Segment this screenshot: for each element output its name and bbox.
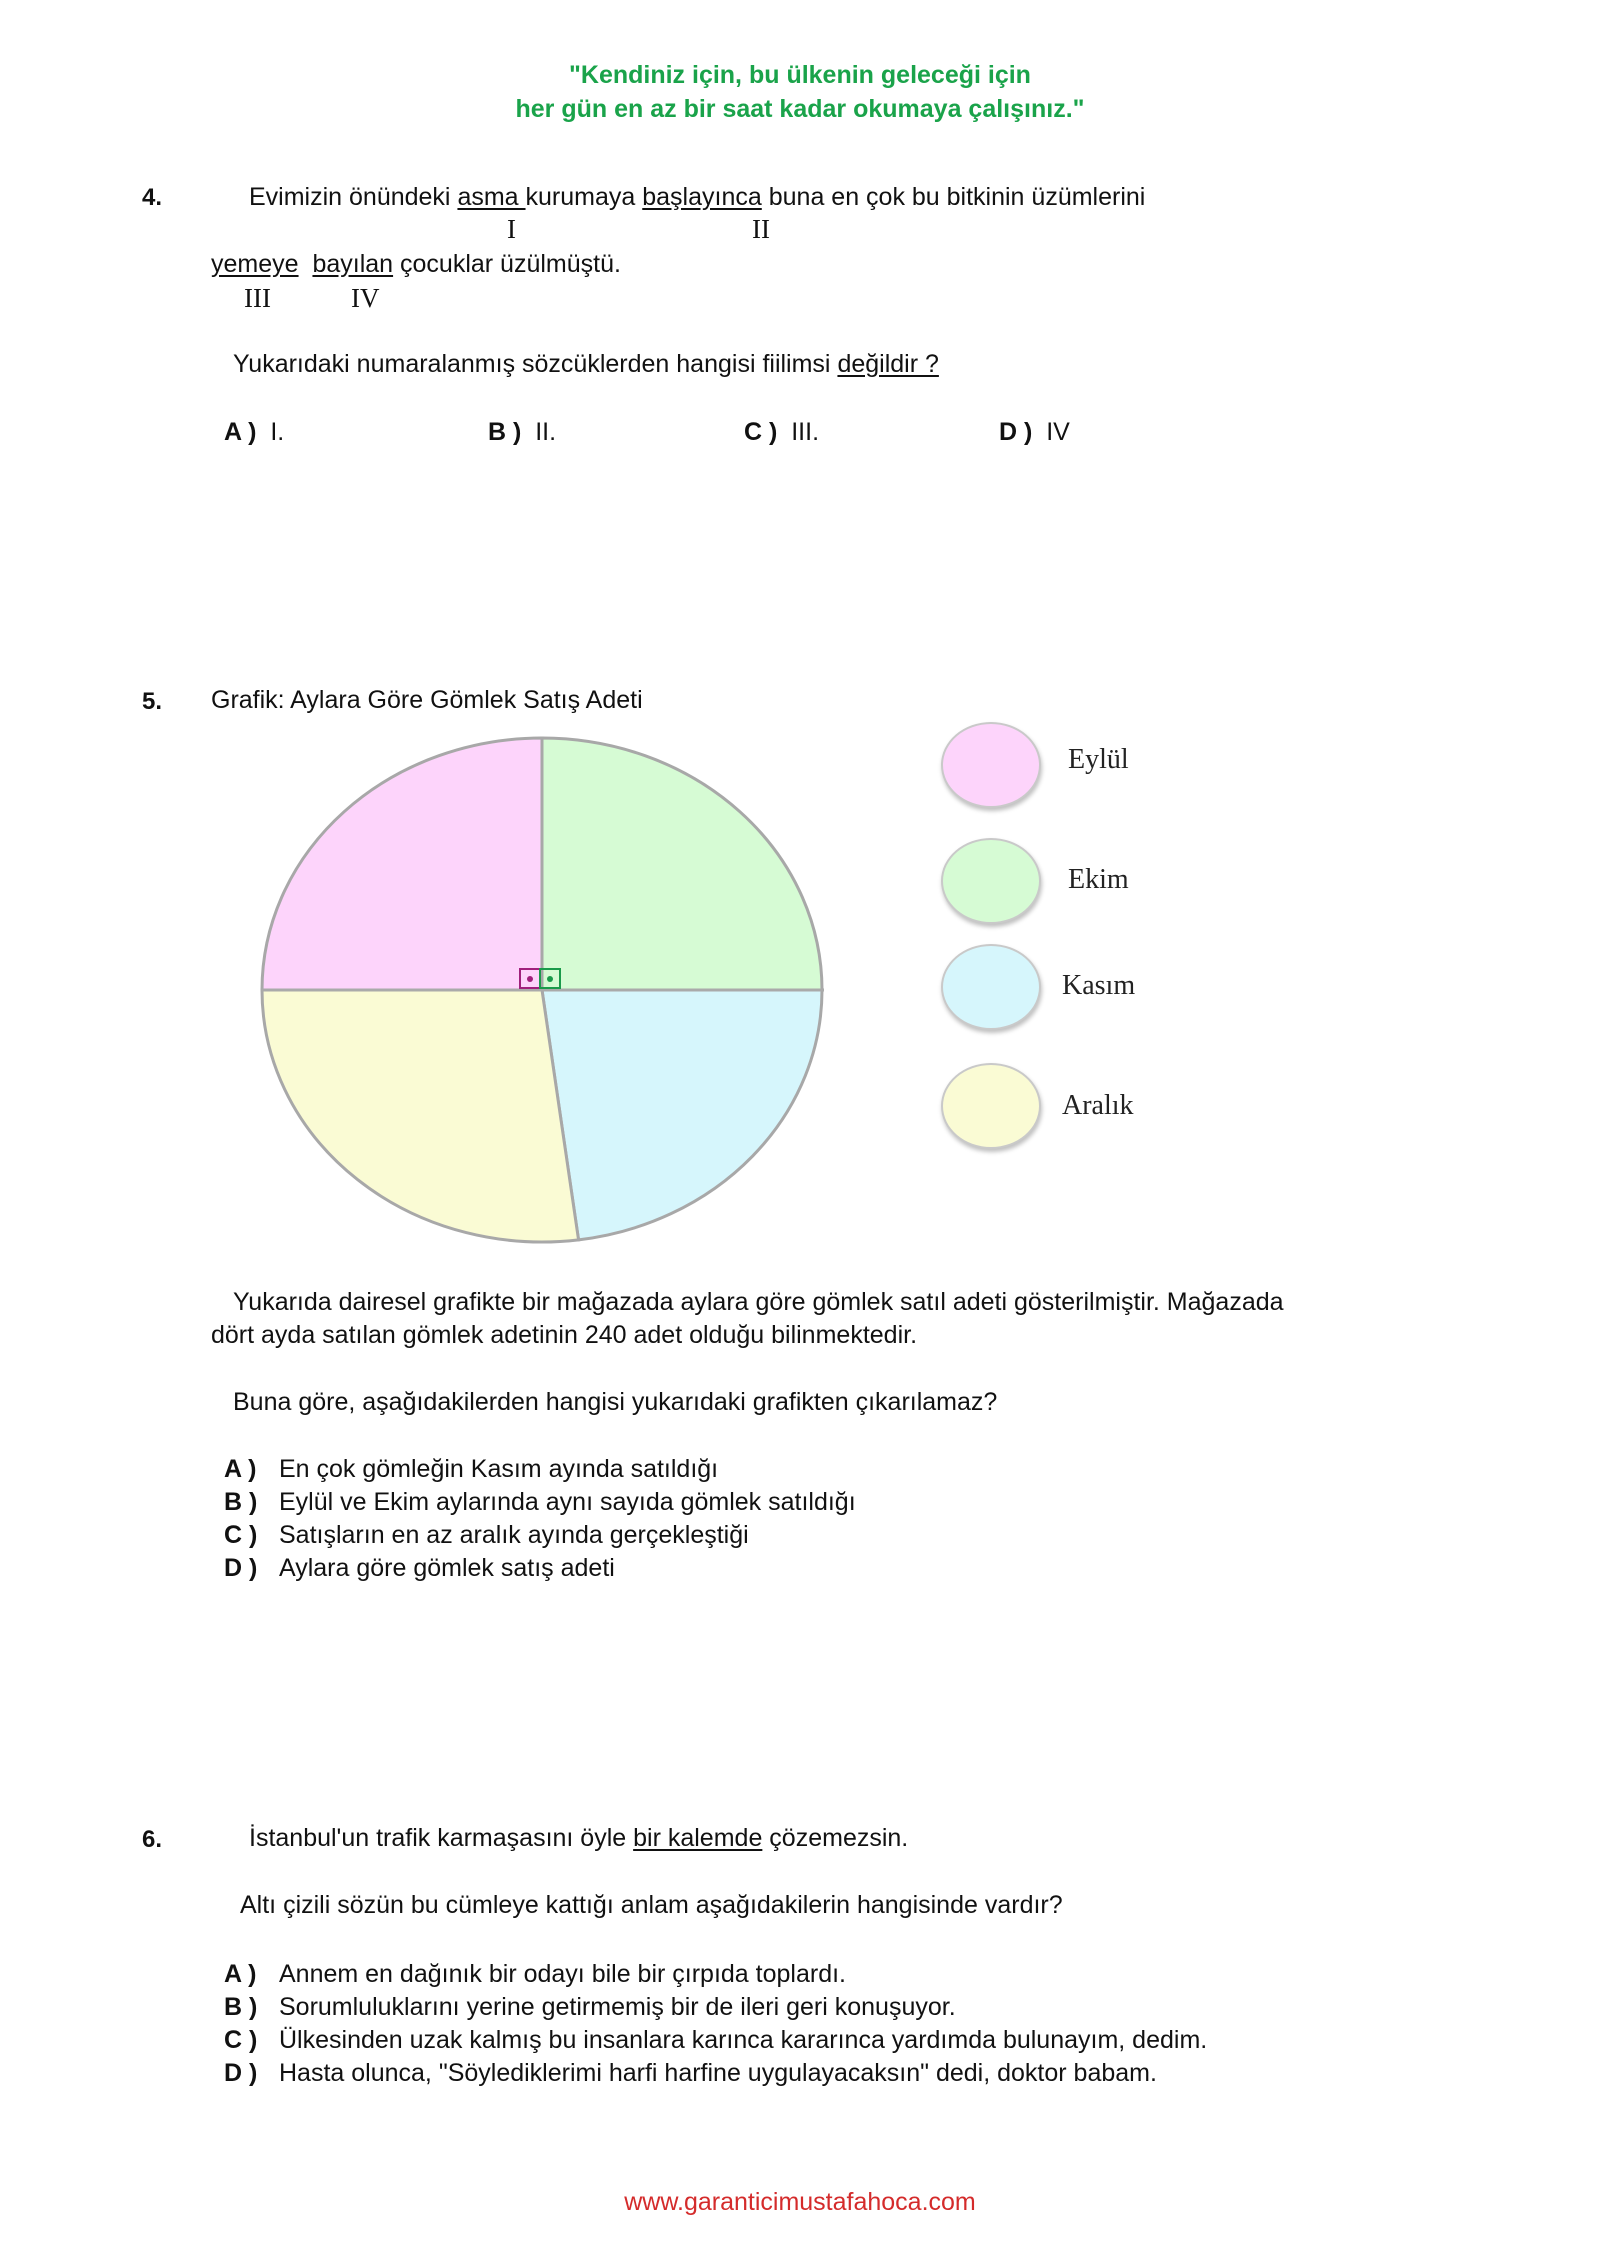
option-text: IV <box>1046 418 1070 446</box>
pie-chart <box>250 720 850 1260</box>
pie-slice-aralık <box>262 990 579 1242</box>
q4-option-c[interactable] <box>744 418 819 447</box>
question-5-options <box>224 1453 856 1585</box>
angle-dot <box>527 976 533 982</box>
pie-slice-kasım <box>542 990 822 1240</box>
q4-text-part: buna en çok bu bitkinin üzümlerini <box>761 183 1146 211</box>
q5-option-d[interactable] <box>224 1552 856 1585</box>
question-6-prompt: Altı çizili sözün bu cümleye kattığı anlam aşağıdakilerin hangisinde vardır? <box>240 1891 1063 1919</box>
roman-label-3: III <box>244 283 271 313</box>
legend-label-kasim: Kasım <box>1062 970 1136 1001</box>
question-4-number: 4. <box>142 184 163 211</box>
question-6-options <box>224 1958 1207 2090</box>
question-4-prompt <box>233 350 939 379</box>
legend-swatch-eylul <box>941 722 1041 808</box>
question-5-paragraph-line-1: Yukarıda dairesel grafikte bir mağazada aylara göre gömlek satıl adeti gösterilmiştir. Mağazada <box>233 1288 1284 1316</box>
q4-prompt-underlined: değildir ? <box>837 350 939 378</box>
q4-option-d[interactable] <box>999 418 1070 447</box>
question-5-prompt: Buna göre, aşağıdakilerden hangisi yukarıdaki grafikten çıkarılamaz? <box>233 1388 998 1416</box>
q6-option-c[interactable] <box>224 2024 1207 2057</box>
option-text: En çok gömleğin Kasım ayında satıldığı <box>279 1455 719 1483</box>
q5-option-c[interactable] <box>224 1519 856 1552</box>
option-letter: C ) <box>224 1521 258 1549</box>
q4-word-3: yemeye <box>211 250 299 278</box>
option-text: III. <box>791 418 820 446</box>
q4-text-part: Evimizin önündeki <box>249 183 458 211</box>
q6-text-part: İstanbul'un trafik karmaşasını öyle <box>249 1824 634 1852</box>
q4-word-4: bayılan <box>312 250 394 278</box>
legend-swatch-ekim <box>941 838 1041 924</box>
roman-label-4: IV <box>351 283 380 313</box>
question-4-sentence-line-2 <box>211 250 621 279</box>
question-5-number: 5. <box>142 688 163 715</box>
option-text: Sorumluluklarını yerine getirmemiş bir de ileri geri konuşuyor. <box>279 1993 956 2021</box>
q6-option-a[interactable] <box>224 1958 1207 1991</box>
q4-text-part: çocuklar üzülmüştü. <box>393 250 621 278</box>
q6-text-part: çözemezsin. <box>762 1824 909 1852</box>
option-text: Aylara göre gömlek satış adeti <box>279 1554 615 1582</box>
q5-option-a[interactable] <box>224 1453 856 1486</box>
option-letter: A ) <box>224 1960 257 1988</box>
option-letter: D ) <box>224 2059 258 2087</box>
option-text: I. <box>270 418 285 446</box>
option-text: Ülkesinden uzak kalmış bu insanlara karınca kararınca yardımda bulunayım, dedim. <box>279 2026 1208 2054</box>
q5-option-b[interactable] <box>224 1486 856 1519</box>
option-letter: B ) <box>224 1993 258 2021</box>
question-5-paragraph-line-2: dört ayda satılan gömlek adetinin 240 adet olduğu bilinmektedir. <box>211 1321 918 1349</box>
option-letter: D ) <box>999 418 1033 446</box>
pie-slice-ekim <box>542 738 822 990</box>
option-text: Satışların en az aralık ayında gerçekleştiği <box>279 1521 749 1549</box>
motto-line-2: her gün en az bir saat kadar okumaya çalışınız." <box>515 95 1085 123</box>
q4-word-1: asma <box>457 183 526 211</box>
angle-dot <box>547 976 553 982</box>
option-text: Hasta olunca, "Söylediklerimi harfi harfine uygulayacaksın" dedi, doktor babam. <box>279 2059 1157 2087</box>
option-letter: C ) <box>744 418 778 446</box>
legend-label-eylul: Eylül <box>1068 744 1129 775</box>
option-letter: B ) <box>488 418 522 446</box>
option-letter: A ) <box>224 418 257 446</box>
q4-option-a[interactable] <box>224 418 284 447</box>
option-letter: B ) <box>224 1488 258 1516</box>
legend-label-aralik: Aralık <box>1062 1090 1134 1121</box>
option-letter: A ) <box>224 1455 257 1483</box>
q6-option-d[interactable] <box>224 2057 1207 2090</box>
legend-swatch-aralik <box>941 1063 1041 1149</box>
q4-prompt-text: Yukarıdaki numaralanmış sözcüklerden hangisi fiilimsi <box>233 350 838 378</box>
option-text: II. <box>535 418 557 446</box>
legend-label-ekim: Ekim <box>1068 864 1129 895</box>
q4-word-2: başlayınca <box>642 183 762 211</box>
option-letter: D ) <box>224 1554 258 1582</box>
motto-line-1: "Kendiniz için, bu ülkenin geleceği için <box>569 61 1031 89</box>
pie-slice-eylül <box>262 738 542 990</box>
q4-option-b[interactable] <box>488 418 556 447</box>
question-5-title: Grafik: Aylara Göre Gömlek Satış Adeti <box>211 686 643 714</box>
option-text: Annem en dağınık bir odayı bile bir çırpıda toplardı. <box>279 1960 846 1988</box>
option-letter: C ) <box>224 2026 258 2054</box>
q6-option-b[interactable] <box>224 1991 1207 2024</box>
roman-label-1: I <box>507 214 516 244</box>
legend-swatch-kasim <box>941 944 1041 1030</box>
roman-label-2: II <box>752 214 770 244</box>
q6-underlined-phrase: bir kalemde <box>633 1824 763 1852</box>
question-6-sentence <box>249 1824 908 1853</box>
question-6-number: 6. <box>142 1826 163 1853</box>
q4-text-part: kurumaya <box>525 183 643 211</box>
question-4-sentence-line-1 <box>249 183 1145 212</box>
footer-website[interactable]: www.garanticimustafahoca.com <box>624 2188 976 2216</box>
option-text: Eylül ve Ekim aylarında aynı sayıda gömlek satıldığı <box>279 1488 856 1516</box>
